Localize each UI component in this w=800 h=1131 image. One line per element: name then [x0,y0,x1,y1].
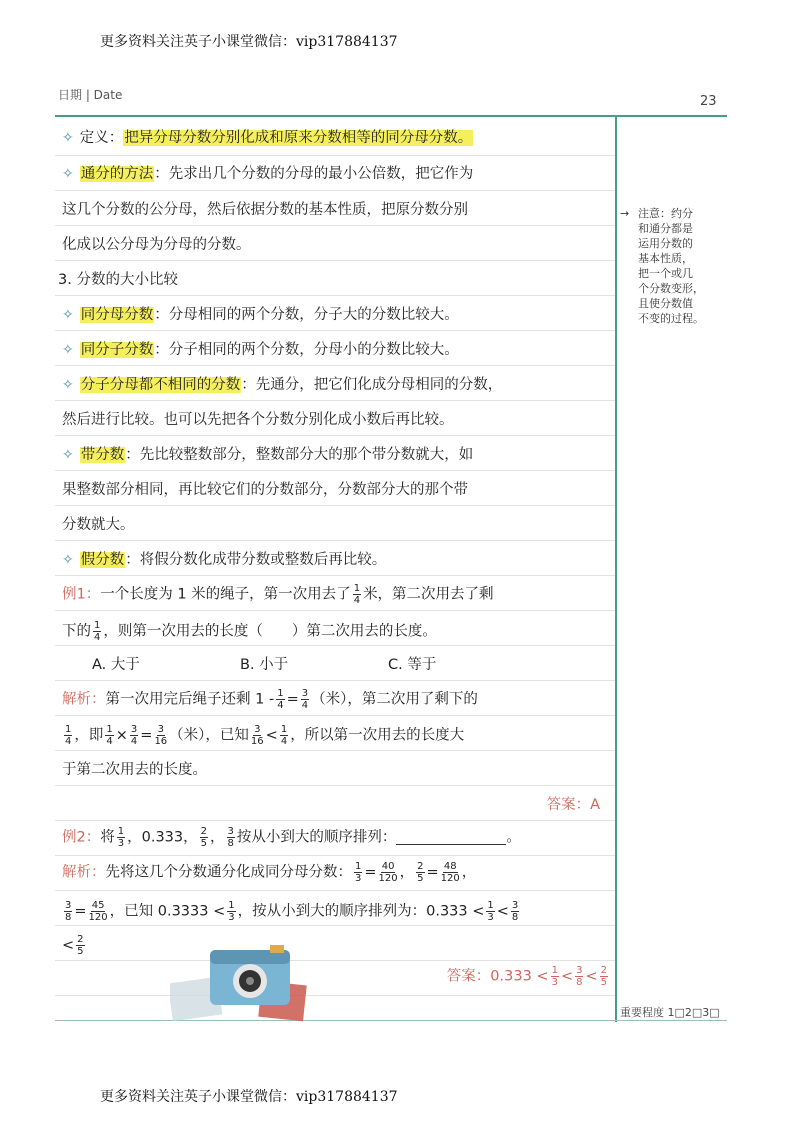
method-line-1: ✧ 通分的方法：先求出几个分数的分母的最小公倍数，把它作为 [62,166,474,182]
same-numerator-line: ✧ 同分子分数：分子相同的两个分数，分母小的分数比较大。 [62,342,459,358]
same-denominator-line: ✧ 同分母分数：分母相同的两个分数，分子大的分数比较大。 [62,307,459,323]
top-divider [55,115,727,117]
star-icon: ✧ [62,307,74,323]
arrow-icon: → [620,207,630,220]
side-note: → 注意：约分 和通分都是 运用分数的 基本性质， 把一个或几 个分数变形， 且使分数值 不变的过程。 [620,207,704,325]
mixed-line-2: 果整数部分相同，再比较它们的分数部分，分数部分大的那个带 [62,482,468,498]
example1-options [92,655,637,675]
camera-illustration [170,945,330,1025]
margin-divider [615,117,617,1022]
analysis1-line-1: 解析：第一次用完后绳子还剩 1 - $\frac{1}{4}$ = $\frac{3}{4}$ （米），第二次用了剩下的 [62,688,478,711]
star-icon: ✧ [62,447,74,463]
star-icon: ✧ [62,342,74,358]
star-icon: ✧ [62,130,74,146]
different-line-1: ✧ 分子分母都不相同的分数：先通分，把它们化成分母相同的分数， [62,377,503,393]
analysis1-line-3: 于第二次用去的长度。 [62,762,207,778]
importance-rating: 重要程度 1□2□3□ [620,1006,720,1019]
page-number: 23 [700,94,717,109]
section-title: 3. 分数的大小比较 [58,272,178,288]
analysis2-line-2: $\frac{3}{8}$ = $\frac{45}{120}$ ，已知 0.3333 < $\frac{1}{3}$ ，按从小到大的顺序排列为：0.333 < $\frac{1}{3}$ < $\frac{3}{8}$ [65,900,519,923]
example1-line-1: 例1：一个长度为 1 米的绳子，第一次用去了 $\frac{1}{4}$ 米，第二次用去了剩 [62,583,494,606]
answer1: 答案：A [546,797,600,813]
definition-highlight: 把异分母分数分别化成和原来分数相等的同分母分数。 [124,130,473,146]
watermark-top: 更多资料关注英子小课堂微信：vip317884137 [100,34,398,50]
analysis1-line-2: $\frac{1}{4}$ ，即 $\frac{1}{4}$ × $\frac{3}{4}$ = $\frac{3}{16}$ （米），已知 $\frac{3}{16}$ < $\frac{1}{4}$ ，所以第一次用去的长度大 [65,724,465,747]
method-label: 通分的方法 [80,166,154,182]
option-b: B. 小于 [240,657,289,673]
different-line-2: 然后进行比较。也可以先把各个分数分别化成小数后再比较。 [62,412,454,428]
star-icon: ✧ [62,552,74,568]
mixed-line-1: ✧ 带分数：先比较整数部分，整数部分大的那个带分数就大，如 [62,447,474,463]
example1-line-2: 下的 $\frac{1}{4}$ ，则第一次用去的长度（ ）第二次用去的长度。 [62,620,437,643]
star-icon: ✧ [62,166,74,182]
bottom-divider [55,1020,727,1021]
star-icon: ✧ [62,377,74,393]
method-line-3: 化成以公分母为分母的分数。 [62,237,251,253]
answer2: 答案：0.333 < $\frac{1}{3}$ < $\frac{3}{8}$ < $\frac{2}{5}$ [446,965,607,988]
mixed-line-3: 分数就大。 [62,517,135,533]
option-c: C. 等于 [388,657,437,673]
improper-line: ✧ 假分数：将假分数化成带分数或整数后再比较。 [62,552,387,568]
analysis2-line-1: 解析：先将这几个分数通分化成同分母分数： $\frac{1}{3}$ = $\frac{40}{120}$ ， $\frac{2}{5}$ = $\frac{48}{120}$ ， [62,861,477,884]
method-line-2: 这几个分数的公分母，然后依据分数的基本性质，把原分数分别 [62,202,468,218]
answer-blank [396,830,506,845]
analysis2-line-3: < $\frac{2}{5}$ [62,934,84,957]
option-a: A. 大于 [92,657,140,673]
watermark-bottom: 更多资料关注英子小课堂微信：vip317884137 [100,1089,398,1105]
example2-line: 例2：将 $\frac{1}{3}$ ，0.333， $\frac{2}{5}$ ， $\frac{3}{8}$ 按从小到大的顺序排列： 。 [62,826,521,849]
definition-line: ✧ 定义：把异分母分数分别化成和原来分数相等的同分母分数。 [62,130,473,146]
date-label: 日期 | Date [58,88,123,102]
